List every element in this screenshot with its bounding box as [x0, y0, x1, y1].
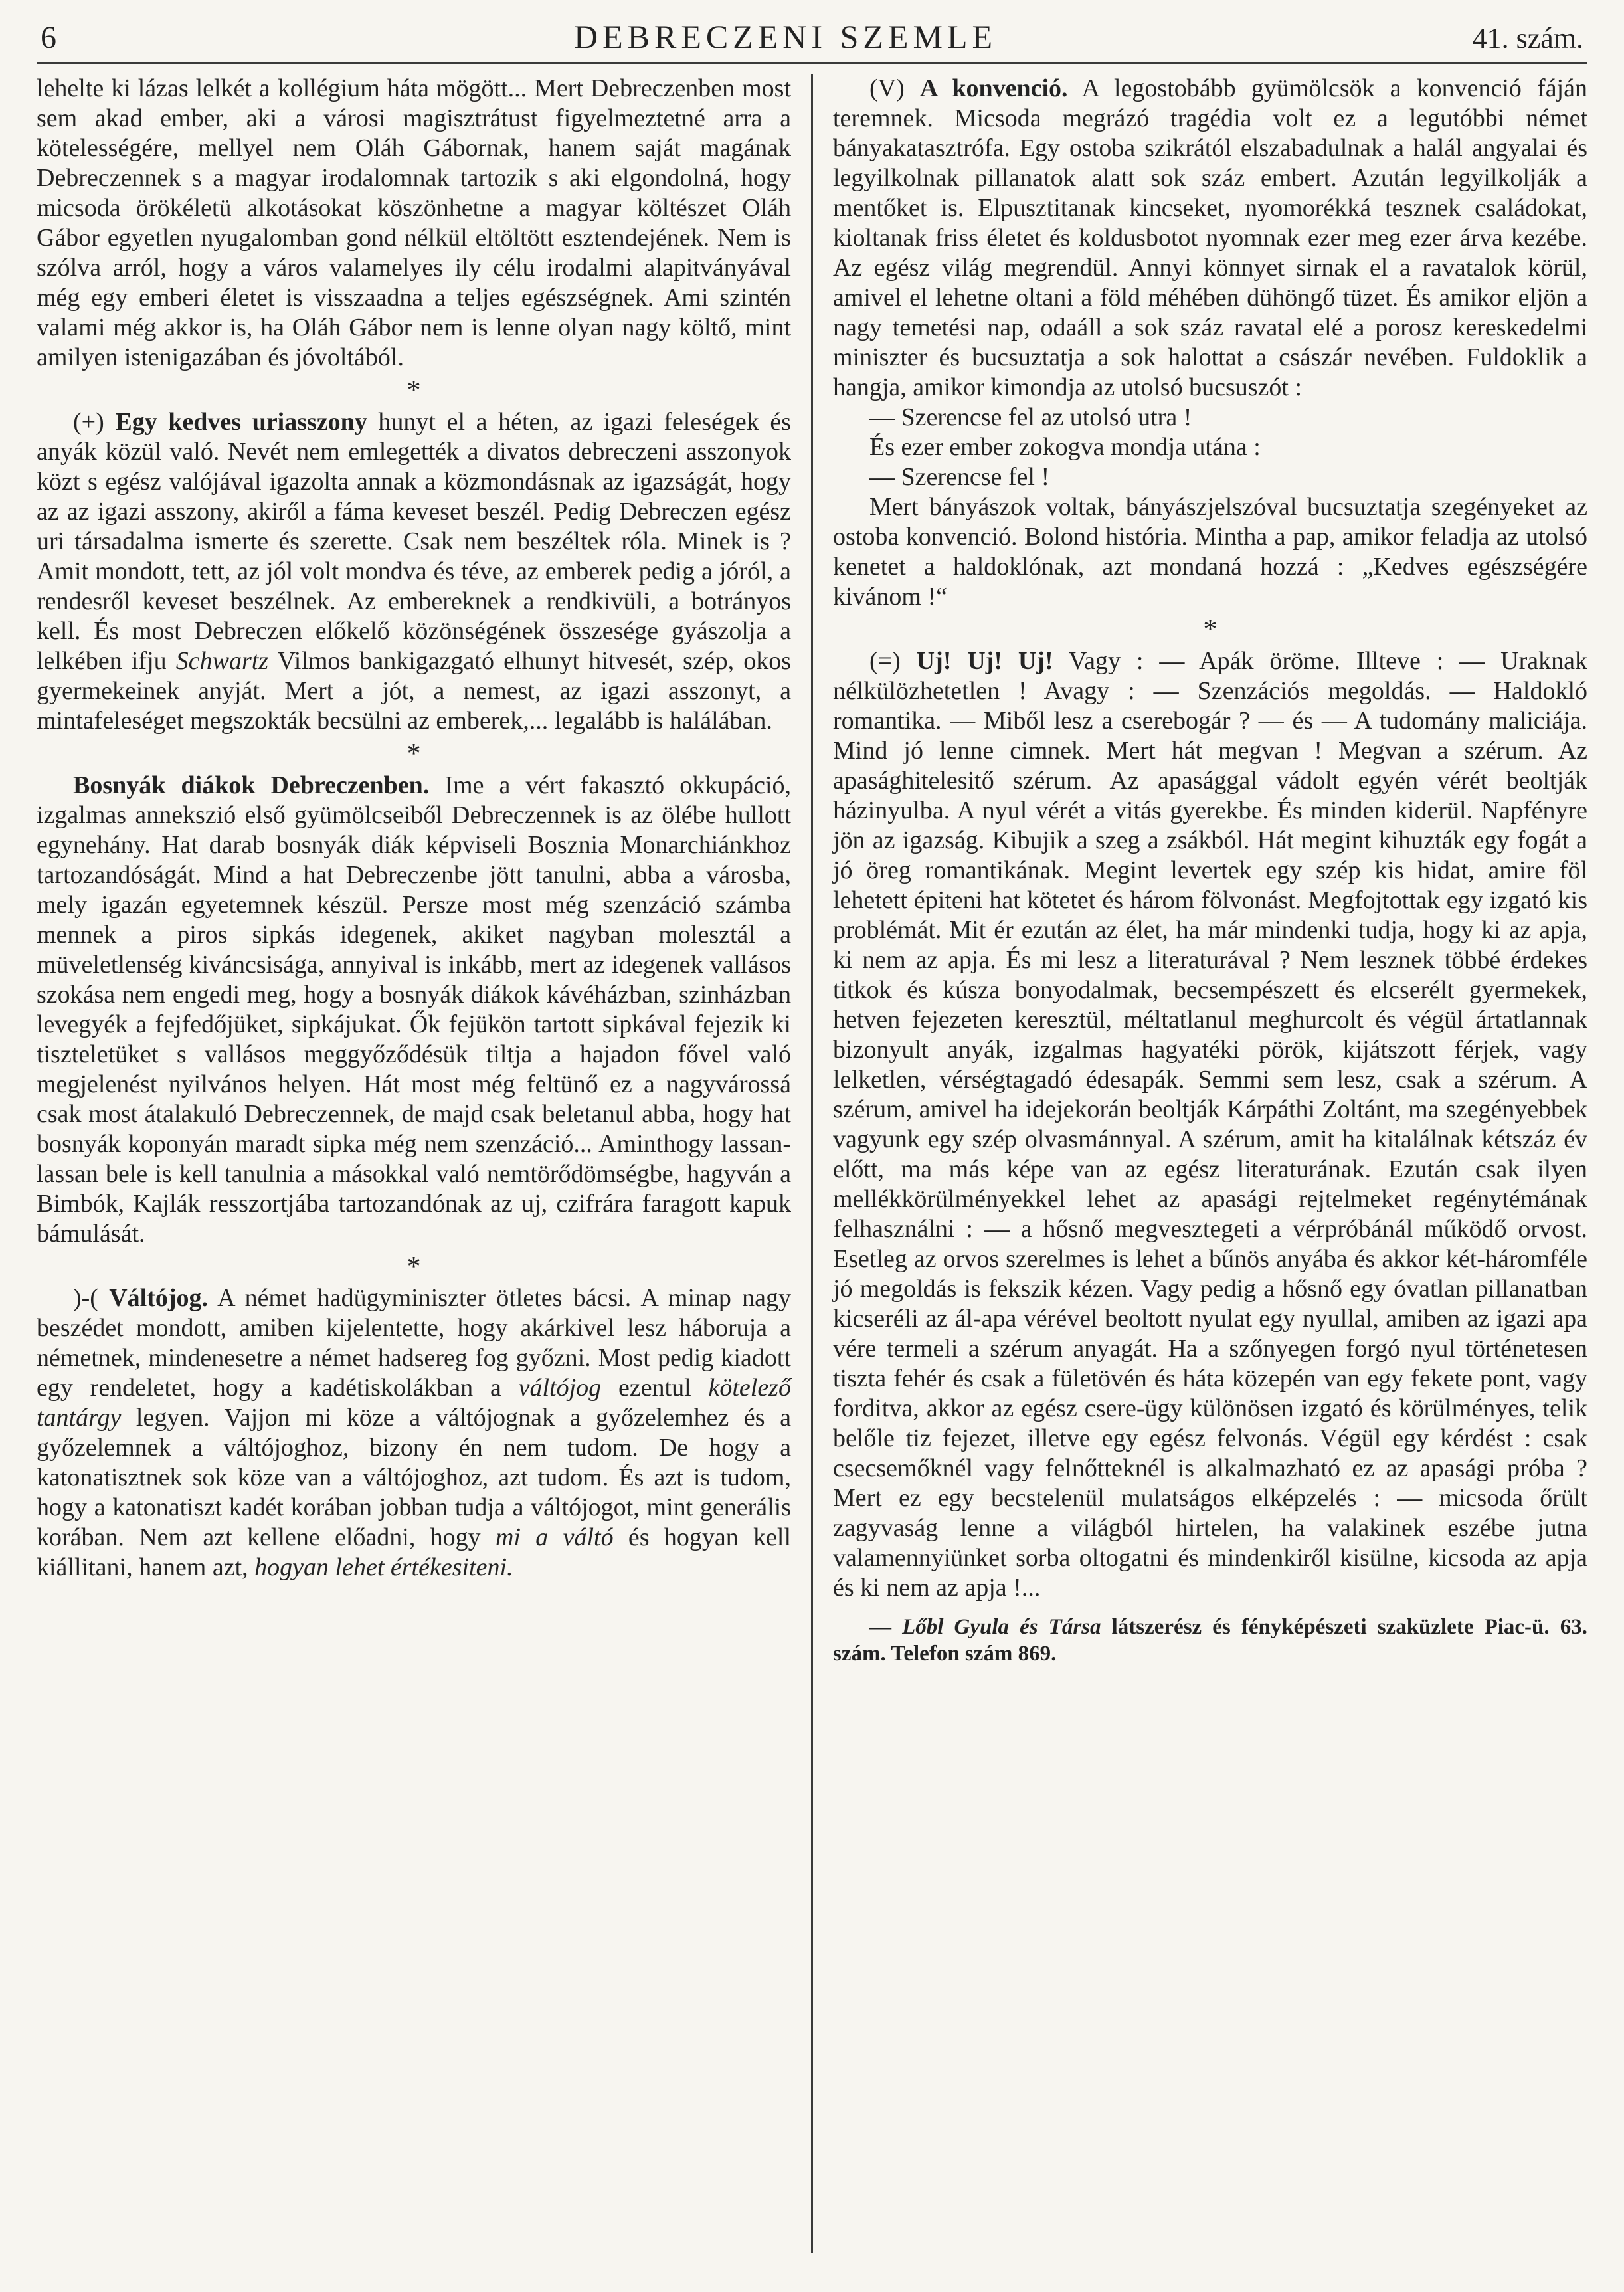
column-divider: [811, 74, 813, 2253]
section-separator: *: [406, 375, 421, 406]
paragraph: Bosnyák diákok Debreczenben. Ime a vért fakasztó okkupáció, izgalmas annekszió első gyümölcseiből Debreczennek is az ölébe hullott egynehány. Hat darab bosnyák diák képviseli Bosznia Monarchiánkhoz tartozandóságát. Mind a hat Debreczenbe jött tanulni, abba a városba, mely igazán egyetemnek készül. Persze most még szenzáció számba mennek a piros sipkás idegenek, akiket nagyban molesztál a müveletlenség kiváncsisága, annyival is inkább, mert az idegenek vallásos szokása nem engedi meg, hogy a bosnyák diákok kávéházban, szinházban levegyék a fejfedőjüket, sipkájukat. Ők fejükön tartott sipkával fejezik ki tiszteletüket s vallásos meggyőződésük tiltja a hajadon fővel való megjelenést nyilvános helyen. Hát most még feltünő ez a nagyvárossá csak most átalakuló Debreczennek, de majd csak beletanul abba, hogy hat bosnyák koponyán maradt sipka még nem szenzáció... Aminthogy lassan-lassan bele is kell tanulnia a másokkal való nemtörődömségbe, hagyván a Bimbók, Kajlák resszortjába tartozandónak az uj, czifrára faragott kapuk bámulását.: [37, 771, 791, 1248]
paragraph: )-( Váltójog. A német hadügyminiszter ötletes bácsi. A minap nagy beszédet mondott, amiben kijelentette, hogy akárkivel lesz háboruja a németnek, mindenesetre a német hadsereg fog győzni. Most pedig kiadott egy rendeletet, hogy a kadétiskolákban a váltójog ezentul kötelező tantárgy legyen. Vajjon mi köze a váltójognak a győzelemhez és a győzelemnek a váltójoghoz, bizony én nem tudom. De hogy a katonatisztnek sok köze van a váltójoghoz, azt tudom. És azt is tudom, hogy a katonatiszt kadét korában jobban tudja a váltójogot, mint generális korában. Nem azt kellene előadni, hogy mi a váltó és hogyan kell kiállitani, hanem azt, hogyan lehet értékesiteni.: [37, 1284, 792, 1581]
paragraph: (+) Egy kedves uriasszony hunyt el a héten, az igazi feleségek és anyák közül való. Nevét nem emlegették a divatos debreczeni asszonyok közt s egész valójával igazolta annak a közmondásnak az igazságát, hogy az az igazi asszony, akiről a fáma keveset beszél. Pedig Debreczen egész uri társadalma ismerte és szerette. Csak nem beszéltek róla. Minek is ? Amit mondott, tett, az jól volt mondva és téve, az emberek pedig a jóról, a rendesről keveset beszélnek. Az embereknek a rendkivüli, a botrányos kell. És most Debreczen előkelő közönségének összesége gyászolja a lelkében ifju Schwartz Vilmos bankigazgató elhunyt hitvesét, szép, okos gyermekeinek anyját. Mert a jót, a nemest, az igazi asszonyt, a mintafeleséget megszokták becsülni az emberek,... legalább is halálában.: [37, 408, 792, 735]
header-rule: [37, 62, 1587, 64]
paragraph: — Szerencse fel az utolsó utra !: [869, 403, 1192, 431]
paragraph: És ezer ember zokogva mondja utána :: [869, 433, 1261, 461]
paragraph: (V) A konvenció. A legostobább gyümölcsök a konvenció fáján teremnek. Micsoda megrázó tragédia volt ez a legutóbbi német bányakatasztrófa. Egy ostoba szikrától elszabadulnak a halál angyalai és legyilkolnak pillanatok alatt sok száz embert. Azután legyilkolják a mentőket is. Elpusztitanak kincseket, nyomorékká tesznek családokat, kioltanak friss életet és koldusbotot nyomnak ezer meg ezer árva kezébe. Az egész világ megrendül. Annyi könnyet sirnak el a ravatalok körül, amivel el lehetne oltani a föld méhében dühöngő tüzet. És amikor eljön a nagy temetési nap, odaáll a sok száz ravatal elé a porosz kereskedelmi miniszter és bucsuztatja a sok halottat a császár nevében. Fuldoklik a hangja, amikor kimondja az utolsó bucsuszót :: [833, 74, 1587, 401]
page-header: [37, 17, 1587, 56]
left-column: [37, 74, 791, 2253]
paragraph: Mert bányászok voltak, bányászjelszóval bucsuztatja szegényeket az ostoba konvenció. Bolond história. Mintha a pap, amikor feladja az utolsó kenetet a haldoklónak, azt mondaná hozzá : „Kedves egészségére kivánom !“: [833, 493, 1587, 611]
paragraph: (=) Uj! Uj! Uj! Vagy : — Apák öröme. Illteve : — Uraknak nélkülözhetetlen ! Avagy : — Szenzációs megoldás. — Haldokló romantika. — Miből lesz a cserebogár ? — és — A tudomány maliciája. Mind jó lenne cimnek. Mert hát megvan ! Megvan a szérum. Az apasághitelesitő szérum. Az apasággal vádolt egyén vérét beoltják házinyulba. A nyul vérét a vitás gyerekbe. És minden kiderül. Napfényre jön az igazság. Kibujik a szeg a zsákból. Hát megint kihuzták egy fogát a jó öreg romantikának. Megint levertek egy szép kis hidat, amire föl lehetett épiteni hat kötetet és három fölvonást. Megfojtottak egy izgató kis problémát. Mit ér ezután az élet, ha már mindenki tudja, hogy ki az apja, ki nem az apja. És mi lesz a literaturával ? Nem lesznek többé érdekes titkok és kúsza bonyodalmak, becsempészett és elcserélt gyermekek, hetven fejezeten keresztül, méltatlanul meghurcolt és végül ártatlannak bizonyult anyák, izgalmas hagyatéki pörök, kijátszott férjek, vagy lelketlen, vérségtagadó édesapák. Semmi sem lesz, csak a szérum. A szérum, amivel ha idejekorán beoltják Kárpáthi Zoltánt, ma szegényebbek vagyunk egy szép olvasmánnyal. A szérum, amit ha kitalálnak kétszáz év előtt, ma más képe van az egész literaturának. Ezután csak ilyen mellékkörülményekkel lehet az apasági rejtelmeket regénytémának felhasználni : — a hősnő megvesztegeti a vérpróbánál működő orvost. Esetleg az orvos szerelmes is lehet a bűnös anyába és akkor két-háromféle jó megoldás is fekszik kézen. Vagy pedig a hősnő egy óvatlan pillanatban kicseréli az ál-apa vérével beoltott nyulat egy nyullal, amiben az igazi apa vére termeli a szérum anyagát. Ha a szőnyegen forgó nyul történetesen tiszta fehér és csak a fületövén és háta közepén van egy fekete pont, vagy forditva, akkor az egész csere-ügy különösen izgató és körülményes, telik belőle tiz fejezet, illetve egy egész felvonás. Végül egy kérdést : csak csecsemőknél vagy felnőtteknél is alkalmazható ez az apasági próba ? Mert ez egy becstelenül mulatságos elképzelés : — micsoda őrült zagyvaság lenne a világból hirtelen, ha valakinek eszébe jutna valamennyiünket sorba oltogatni és mindenkiről kisülne, kicsoda az apja és ki nem az apja !...: [833, 647, 1587, 1602]
paragraph: lehelte ki lázas lelkét a kollégium háta mögött... Mert Debreczenben most sem akad ember, aki a városi magisztrátust figyelmeztetné arra a kötelességére, mellyel nem Oláh Gábornak, hanem saját magának Debreczennek s a magyar irodalomnak tartozik s aki elgondolná, hogy micsoda örökéletü alkotásokat köszönhetne a magyar költészet Oláh Gábor egyetlen nyugalomban gond nélkül eltöltött esztendejének. Nem is szólva arról, hogy a város valamelyes ily célu irodalmi alapitványával még egy emberi életet is visszaadna a teljes egészségnek. Ami szintén valami még akkor is, ha Oláh Gábor nem is lenne olyan nagy költő, mint amilyen istenigazában és jóvoltából.: [37, 74, 791, 371]
paragraph: — Szerencse fel !: [869, 463, 1050, 491]
page-number: 6: [41, 20, 56, 55]
issue-number: 41. szám.: [1472, 22, 1583, 54]
advert-note: — Lőbl Gyula és Társa látszerész és fényképészeti szaküzlete Piac-ü. 63. szám. Telefon szám 869.: [833, 1615, 1587, 1666]
section-separator: *: [406, 739, 421, 769]
section-separator: *: [406, 1252, 421, 1282]
right-column: [833, 74, 1587, 2253]
content-columns: [37, 74, 1587, 2253]
newspaper-title: DEBRECZENI SZEMLE: [573, 18, 998, 55]
section-separator: *: [1203, 615, 1218, 645]
